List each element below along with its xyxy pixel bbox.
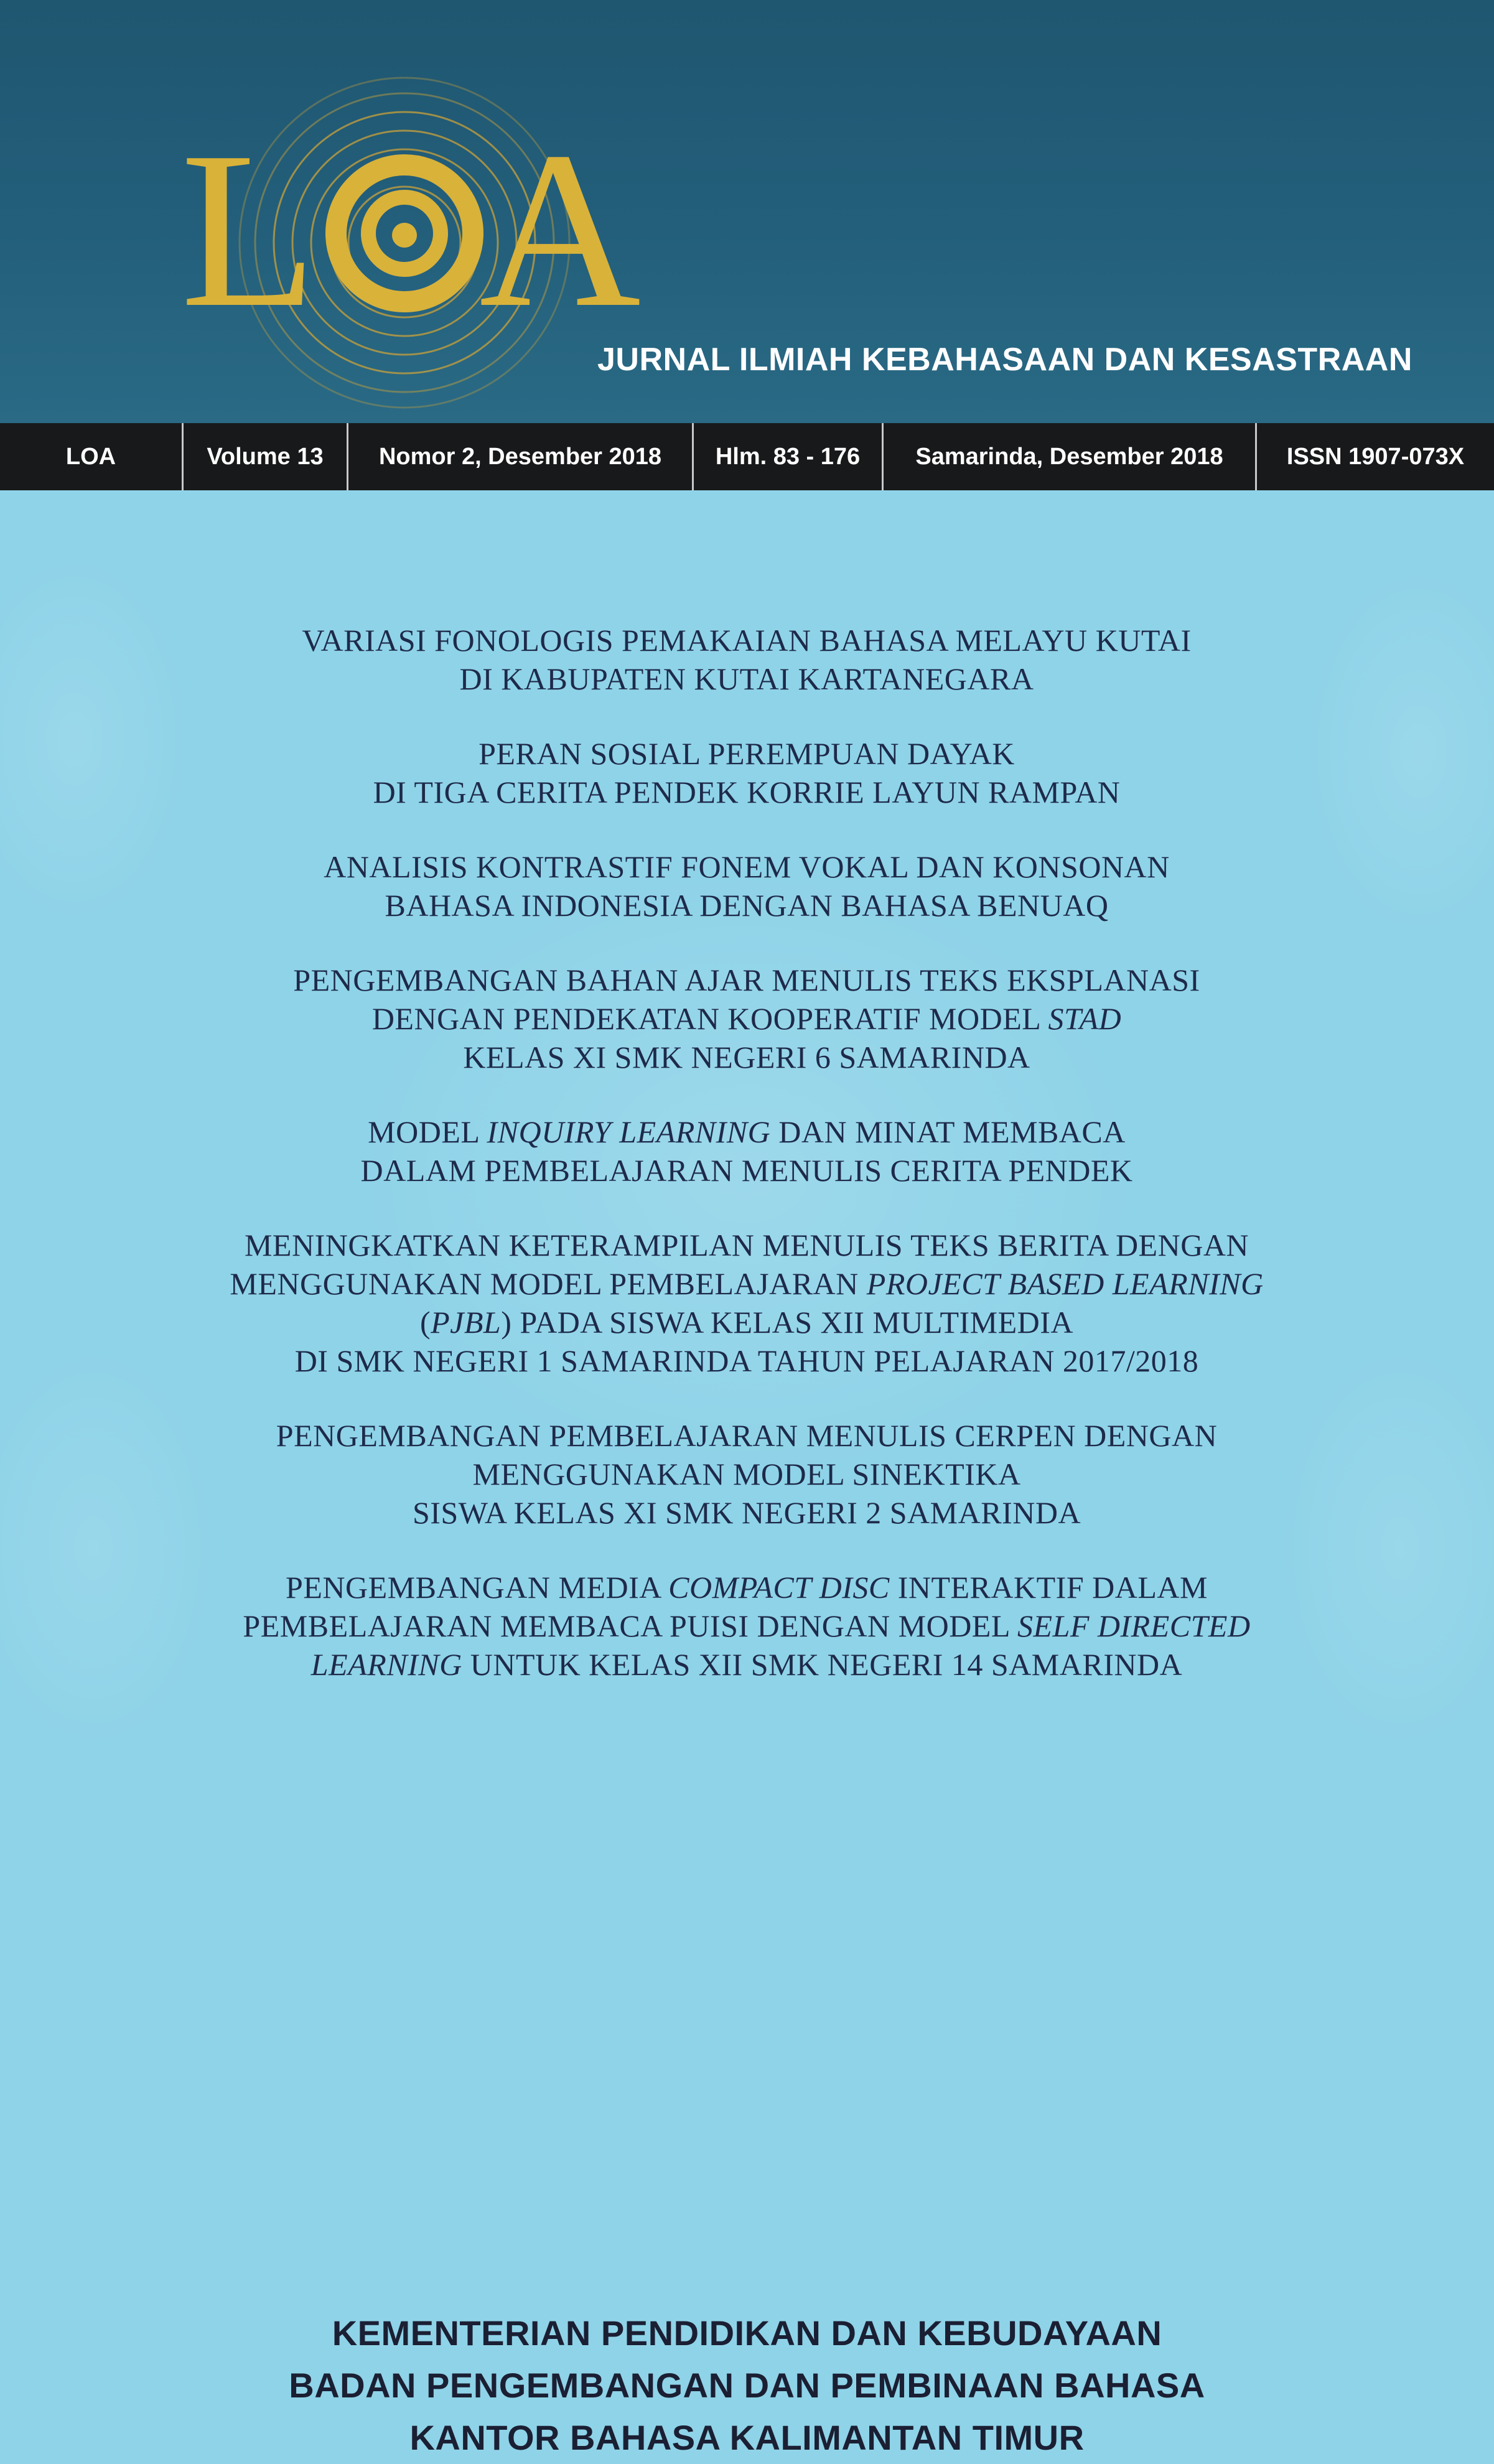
italic-term: STAD <box>1048 1001 1122 1036</box>
article-title <box>124 734 1369 811</box>
title-text: DI KABUPATEN KUTAI KARTANEGARA <box>459 661 1034 696</box>
article-title-line <box>124 1568 1369 1607</box>
logo-letter-a: A <box>479 105 641 353</box>
publisher-office: KANTOR BAHASA KALIMANTAN TIMUR <box>409 2418 1085 2457</box>
article-title-line <box>124 734 1369 773</box>
title-text: SISWA KELAS XI SMK NEGERI 2 SAMARINDA <box>412 1495 1081 1530</box>
article-title-line <box>124 847 1369 886</box>
article-title-line <box>124 621 1369 660</box>
issue-info-bar <box>0 423 1494 490</box>
title-text: KELAS XI SMK NEGERI 6 SAMARINDA <box>463 1040 1030 1075</box>
info-volume: Volume 13 <box>184 423 348 490</box>
title-text: PERAN SOSIAL PEREMPUAN DAYAK <box>479 736 1015 771</box>
title-text: MENGGUNAKAN MODEL PEMBELAJARAN <box>230 1266 867 1301</box>
article-title <box>124 1226 1369 1380</box>
article-title <box>124 1568 1369 1684</box>
title-text: BAHASA INDONESIA DENGAN BAHASA BENUAQ <box>385 888 1109 923</box>
title-text: UNTUK KELAS XII SMK NEGERI 14 SAMARINDA <box>462 1647 1183 1682</box>
title-text: PENGEMBANGAN BAHAN AJAR MENULIS TEKS EKSPLANASI <box>293 963 1200 997</box>
info-place-date: Samarinda, Desember 2018 <box>884 423 1257 490</box>
title-text: DENGAN PENDEKATAN KOOPERATIF MODEL <box>371 1001 1048 1036</box>
article-title-line <box>124 1342 1369 1380</box>
title-text: PENGEMBANGAN MEDIA <box>286 1570 669 1605</box>
title-text: DALAM PEMBELAJARAN MENULIS CERITA PENDEK <box>360 1153 1133 1188</box>
publisher-agency: BADAN PENGEMBANGAN DAN PEMBINAAN BAHASA <box>289 2366 1205 2405</box>
title-text: ( <box>419 1305 431 1340</box>
italic-term: COMPACT DISC <box>668 1570 890 1605</box>
title-text: PEMBELAJARAN MEMBACA PUISI DENGAN MODEL <box>243 1608 1018 1643</box>
article-title-line <box>124 1113 1369 1151</box>
italic-term: PJBL <box>431 1305 502 1340</box>
italic-term: INQUIRY LEARNING <box>487 1114 771 1149</box>
cover-body <box>0 490 1494 2457</box>
article-title <box>124 961 1369 1076</box>
article-title-line <box>124 961 1369 999</box>
article-title-line <box>124 1416 1369 1455</box>
article-title-line <box>124 886 1369 925</box>
article-title <box>124 847 1369 925</box>
publisher-block <box>0 2307 1494 2464</box>
article-title-line <box>124 1264 1369 1303</box>
publisher-ministry: KEMENTERIAN PENDIDIKAN DAN KEBUDAYAAN <box>332 2313 1162 2353</box>
article-title-line <box>124 1038 1369 1076</box>
article-title <box>124 1416 1369 1532</box>
title-text: MENINGKATKAN KETERAMPILAN MENULIS TEKS BERITA DENGAN <box>244 1228 1249 1262</box>
title-text: ) PADA SISWA KELAS XII MULTIMEDIA <box>501 1305 1074 1340</box>
article-title-line <box>124 1455 1369 1493</box>
article-title-line <box>124 1645 1369 1684</box>
article-title-line <box>124 1151 1369 1190</box>
title-text: PENGEMBANGAN PEMBELAJARAN MENULIS CERPEN DENGAN <box>276 1418 1218 1453</box>
title-text: ANALISIS KONTRASTIF FONEM VOKAL DAN KONSONAN <box>324 849 1170 884</box>
italic-term: LEARNING <box>310 1647 462 1682</box>
title-text: VARIASI FONOLOGIS PEMAKAIAN BAHASA MELAYU KUTAI <box>302 623 1192 658</box>
article-title <box>124 621 1369 698</box>
cover-header <box>0 0 1494 423</box>
journal-subtitle: JURNAL ILMIAH KEBAHASAAN DAN KESASTRAAN <box>597 342 1412 378</box>
title-text: MODEL <box>368 1114 487 1149</box>
info-issn: ISSN 1907-073X <box>1286 443 1465 470</box>
article-title-line <box>124 1303 1369 1342</box>
info-journal: LOA <box>0 423 184 490</box>
info-number: Nomor 2, Desember 2018 <box>348 423 694 490</box>
logo-letter-o <box>336 165 473 302</box>
logo-letter-l: L <box>180 105 317 353</box>
title-text: INTERAKTIF DALAM <box>889 1570 1208 1605</box>
article-title-line <box>124 999 1369 1038</box>
title-text: MENGGUNAKAN MODEL SINEKTIKA <box>472 1457 1021 1491</box>
article-title-line <box>124 773 1369 811</box>
info-pages: Hlm. 83 - 176 <box>694 423 884 490</box>
italic-term: PROJECT BASED LEARNING <box>866 1266 1264 1301</box>
italic-term: SELF DIRECTED <box>1017 1608 1251 1643</box>
article-title-line <box>124 1493 1369 1532</box>
article-title-line <box>124 1607 1369 1645</box>
title-text: DI TIGA CERITA PENDEK KORRIE LAYUN RAMPAN <box>373 775 1121 810</box>
article-title <box>124 1113 1369 1190</box>
article-title-line <box>124 660 1369 698</box>
title-text: DI SMK NEGERI 1 SAMARINDA TAHUN PELAJARAN 2017/2018 <box>294 1343 1199 1378</box>
title-text: DAN MINAT MEMBACA <box>770 1114 1126 1149</box>
article-list <box>124 621 1369 1720</box>
article-title-line <box>124 1226 1369 1264</box>
